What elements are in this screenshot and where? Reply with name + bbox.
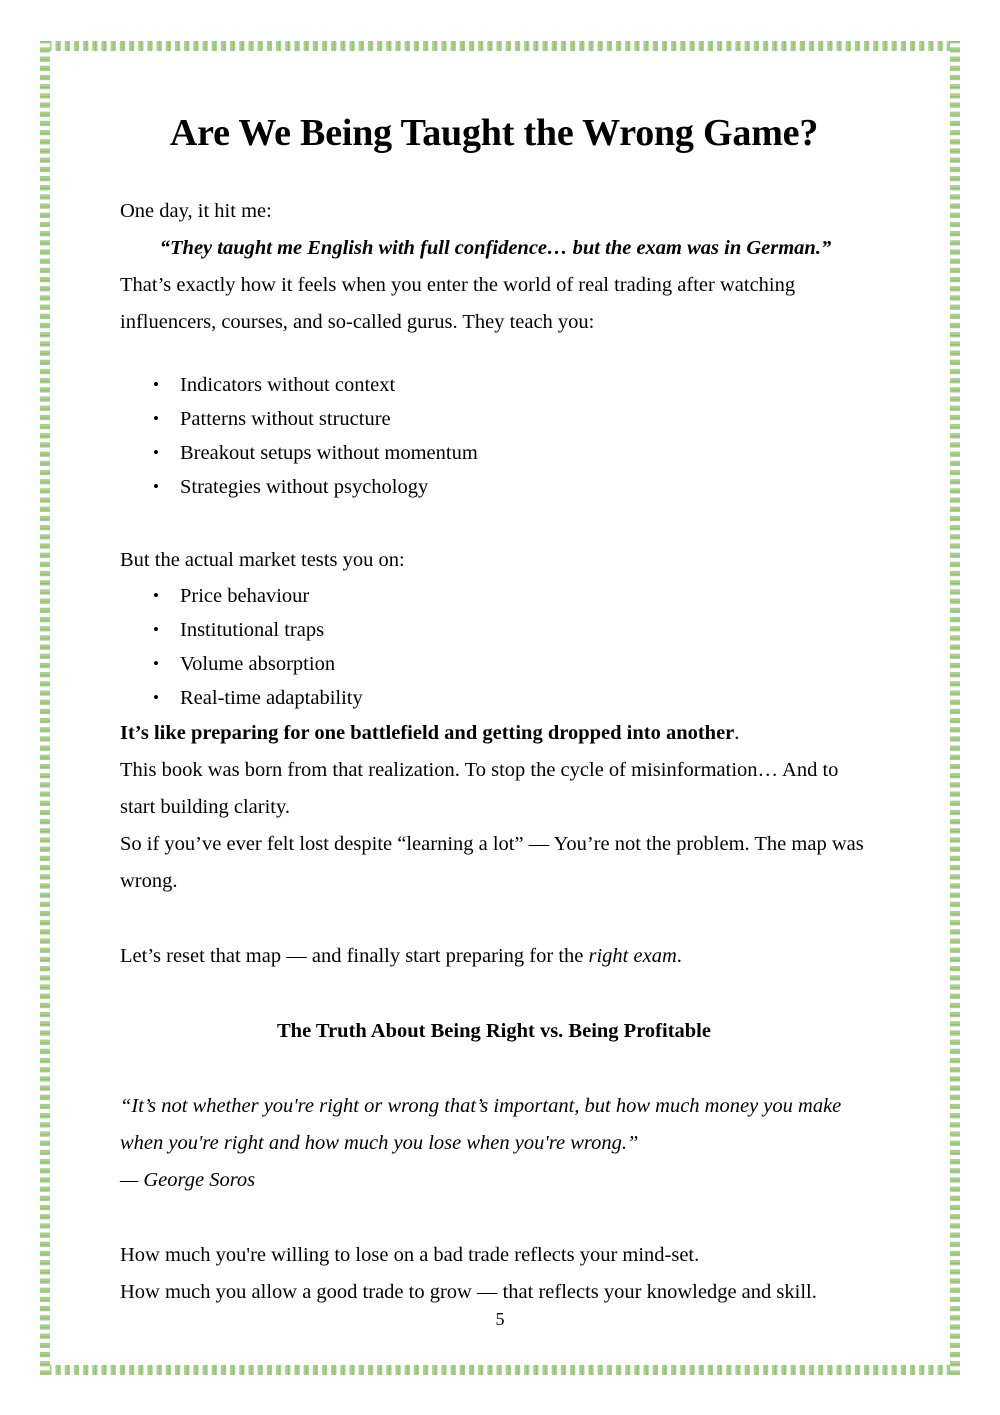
paragraph-reset-map bbox=[120, 938, 868, 975]
list-item: • Breakout setups without momentum bbox=[120, 436, 868, 470]
reset-map-prefix: Let’s reset that map — and finally start preparing for the bbox=[120, 944, 589, 967]
closing-line-two: How much you allow a good trade to grow — that reflects your knowledge and skill. bbox=[120, 1280, 817, 1303]
bullet-list-taught bbox=[120, 368, 868, 504]
bold-statement-period: . bbox=[734, 721, 740, 744]
spacer bbox=[120, 1050, 868, 1088]
border-bottom bbox=[40, 1365, 960, 1375]
list-item: • Price behaviour bbox=[120, 579, 868, 613]
pull-quote: “They taught me English with full confidence… but the exam was in German.” bbox=[159, 236, 832, 259]
paragraph-intro: That’s exactly how it feels when you enter the world of real trading after watching influencers, courses, and so-called gurus. They teach you: bbox=[120, 273, 796, 333]
border-right bbox=[950, 41, 960, 1375]
soros-quote: “It’s not whether you're right or wrong that’s important, but how much money you make when you're right and how much you lose when you're wrong.” bbox=[120, 1094, 842, 1154]
lead-in-text: One day, it hit me: bbox=[120, 199, 272, 222]
reset-map-emphasis: right exam bbox=[588, 944, 677, 967]
list-item: • Volume absorption bbox=[120, 647, 868, 681]
bold-statement-text: It’s like preparing for one battlefield and getting dropped into another bbox=[120, 721, 735, 744]
spacer bbox=[120, 975, 868, 1013]
page-number: 5 bbox=[495, 1309, 505, 1329]
list-item: • Real-time adaptability bbox=[120, 681, 868, 715]
reset-map-suffix: . bbox=[676, 944, 682, 967]
list-item: • Indicators without context bbox=[120, 368, 868, 402]
paragraph-map-wrong: So if you’ve ever felt lost despite “learning a lot” — You’re not the problem. The map was wrong. bbox=[120, 832, 864, 892]
content-column bbox=[120, 0, 868, 1311]
soros-attribution: — George Soros bbox=[120, 1168, 256, 1191]
list-item: • Strategies without psychology bbox=[120, 470, 868, 504]
bold-statement bbox=[120, 715, 868, 752]
spacer bbox=[120, 341, 868, 368]
list-item: • Institutional traps bbox=[120, 613, 868, 647]
spacer bbox=[120, 504, 868, 542]
page-title: Are We Being Taught the Wrong Game? bbox=[169, 112, 819, 154]
closing-line-one: How much you're willing to lose on a bad trade reflects your mind-set. bbox=[120, 1243, 700, 1266]
list-item: • Patterns without structure bbox=[120, 402, 868, 436]
paragraph-market-tests: But the actual market tests you on: bbox=[120, 548, 405, 571]
border-left bbox=[40, 41, 50, 1375]
section-heading: The Truth About Being Right vs. Being Profitable bbox=[277, 1019, 711, 1042]
paragraph-book-origin: This book was born from that realization. To stop the cycle of misinformation… And to start building clarity. bbox=[120, 758, 839, 818]
spacer bbox=[120, 1199, 868, 1237]
spacer bbox=[120, 900, 868, 938]
bullet-list-market bbox=[120, 579, 868, 715]
